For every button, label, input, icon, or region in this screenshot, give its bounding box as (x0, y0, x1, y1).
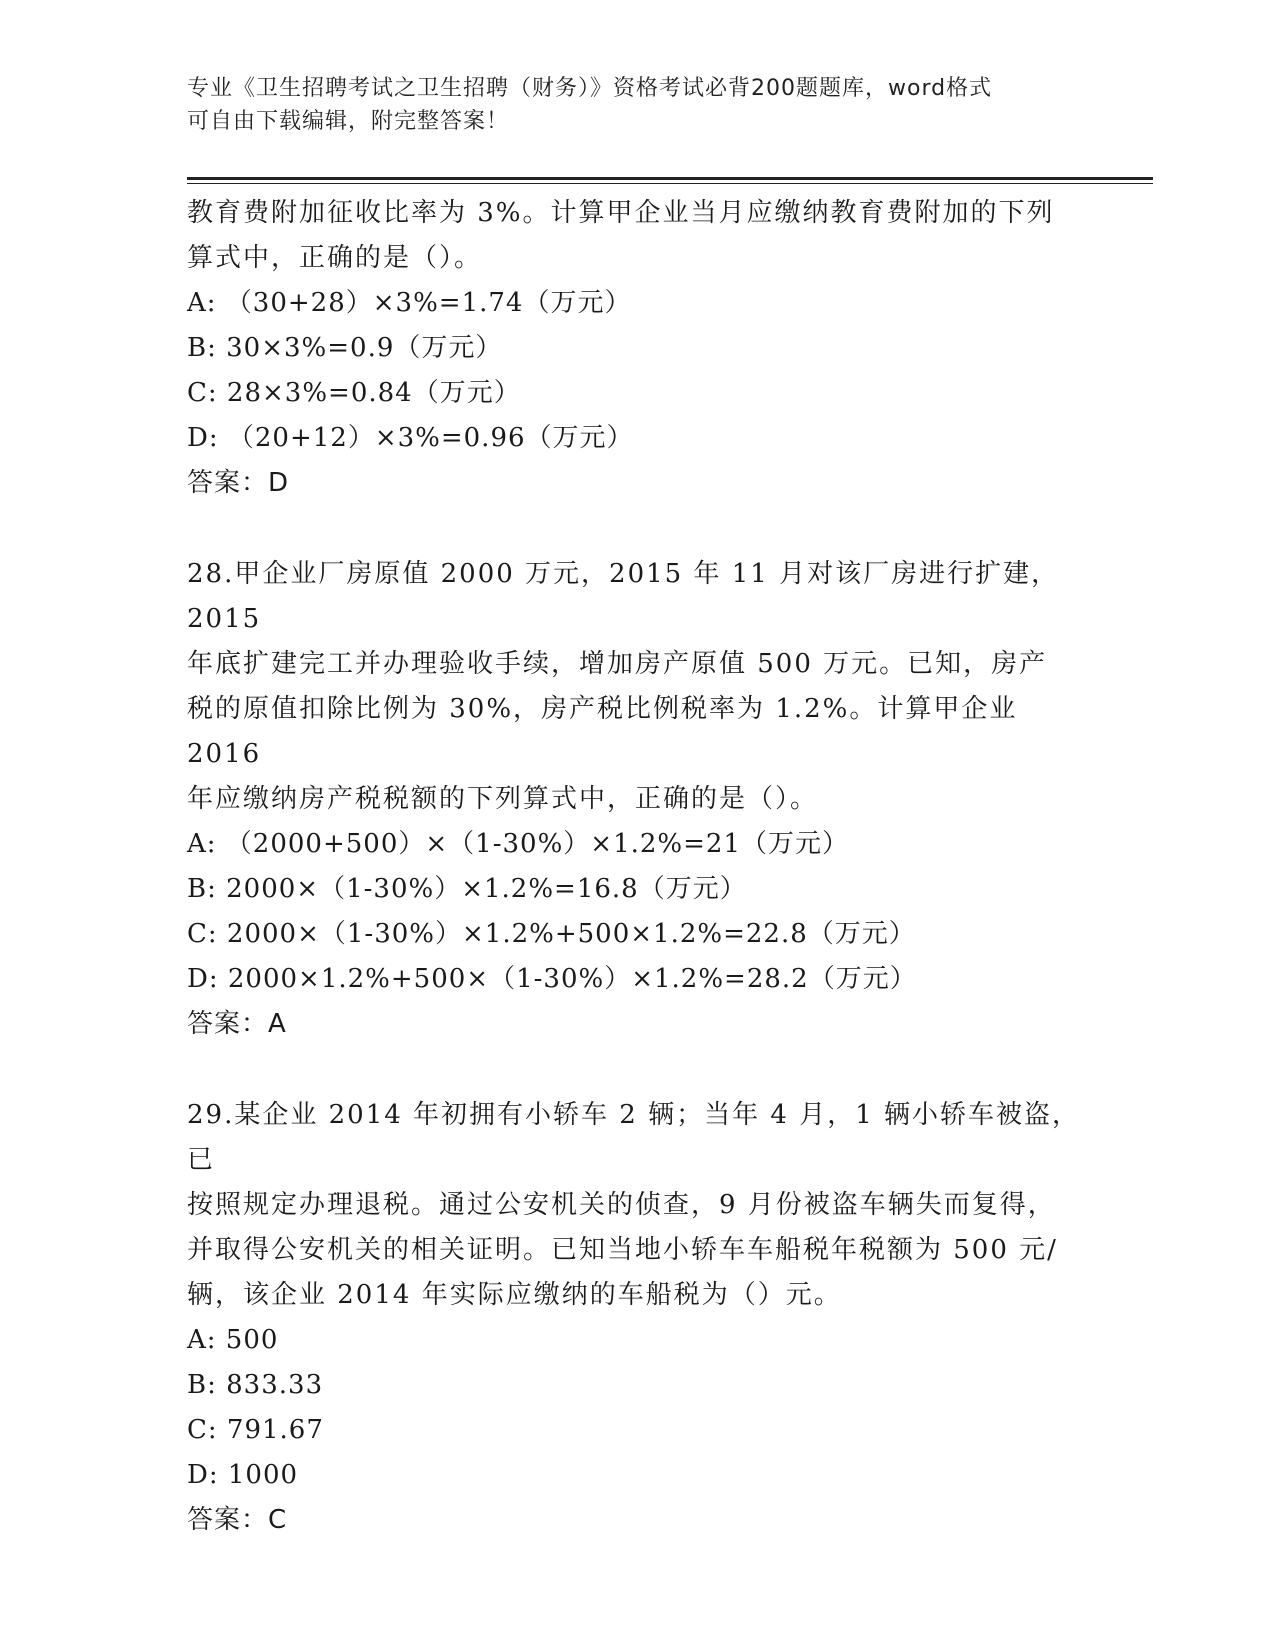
question-28-option-c: C: 2000×（1-30%）×1.2%+500×1.2%=22.8（万元） (187, 919, 916, 949)
spacer (187, 1047, 1087, 1093)
question-28 (187, 552, 1087, 1047)
document-header (187, 72, 1087, 138)
question-29-answer: 答案：C (187, 1505, 288, 1535)
question-28-stem-line-1: 28.甲企业厂房原值 2000 万元，2015 年 11 月对该厂房进行扩建，2015 (187, 559, 1060, 634)
question-28-stem-line-3: 税的原值扣除比例为 30%，房产税比例税率为 1.2%。计算甲企业 2016 (187, 694, 1018, 769)
question-27-answer: 答案：D (187, 468, 290, 498)
question-29-stem-line-1: 29.某企业 2014 年初拥有小轿车 2 辆；当年 4 月，1 辆小轿车被盗，已 (187, 1100, 1080, 1175)
question-28-option-a: A: （2000+500）×（1-30%）×1.2%=21（万元） (187, 829, 849, 859)
question-29-option-d: D: 1000 (187, 1460, 299, 1490)
header-title-line-1: 专业《卫生招聘考试之卫生招聘（财务）》资格考试必背200题题库，word格式 (187, 76, 993, 101)
header-divider-thin (187, 183, 1153, 184)
question-27-stem-line-2: 算式中，正确的是（）。 (187, 243, 483, 273)
question-29-option-c: C: 791.67 (187, 1415, 324, 1445)
question-28-answer: 答案：A (187, 1009, 287, 1039)
question-29-stem-line-4: 辆，该企业 2014 年实际应缴纳的车船税为（）元。 (187, 1280, 842, 1310)
question-27-stem-line-1: 教育费附加征收比率为 3%。计算甲企业当月应缴纳教育费附加的下列 (187, 198, 1055, 228)
question-28-option-b: B: 2000×（1-30%）×1.2%=16.8（万元） (187, 874, 747, 904)
question-27-option-b: B: 30×3%=0.9（万元） (187, 333, 503, 363)
document-body (187, 191, 1087, 1543)
question-29-stem-line-2: 按照规定办理退税。通过公安机关的侦查，9 月份被盗车辆失而复得， (187, 1190, 1056, 1220)
question-29-stem-line-3: 并取得公安机关的相关证明。已知当地小轿车车船税年税额为 500 元/ (187, 1235, 1058, 1265)
question-27-option-c: C: 28×3%=0.84（万元） (187, 378, 521, 408)
spacer (187, 506, 1087, 552)
question-27 (187, 191, 1087, 506)
question-29 (187, 1093, 1087, 1543)
question-29-option-a: A: 500 (187, 1325, 279, 1355)
question-27-option-d: D: （20+12）×3%=0.96（万元） (187, 423, 634, 453)
question-28-option-d: D: 2000×1.2%+500×（1-30%）×1.2%=28.2（万元） (187, 964, 917, 994)
question-28-stem-line-2: 年底扩建完工并办理验收手续，增加房产原值 500 万元。已知，房产 (187, 649, 1048, 679)
header-title-line-2: 可自由下载编辑，附完整答案！ (187, 109, 510, 134)
question-27-option-a: A: （30+28）×3%=1.74（万元） (187, 288, 632, 318)
header-divider-thick (187, 177, 1153, 180)
question-29-option-b: B: 833.33 (187, 1370, 324, 1400)
question-28-stem-line-4: 年应缴纳房产税税额的下列算式中，正确的是（）。 (187, 784, 819, 814)
